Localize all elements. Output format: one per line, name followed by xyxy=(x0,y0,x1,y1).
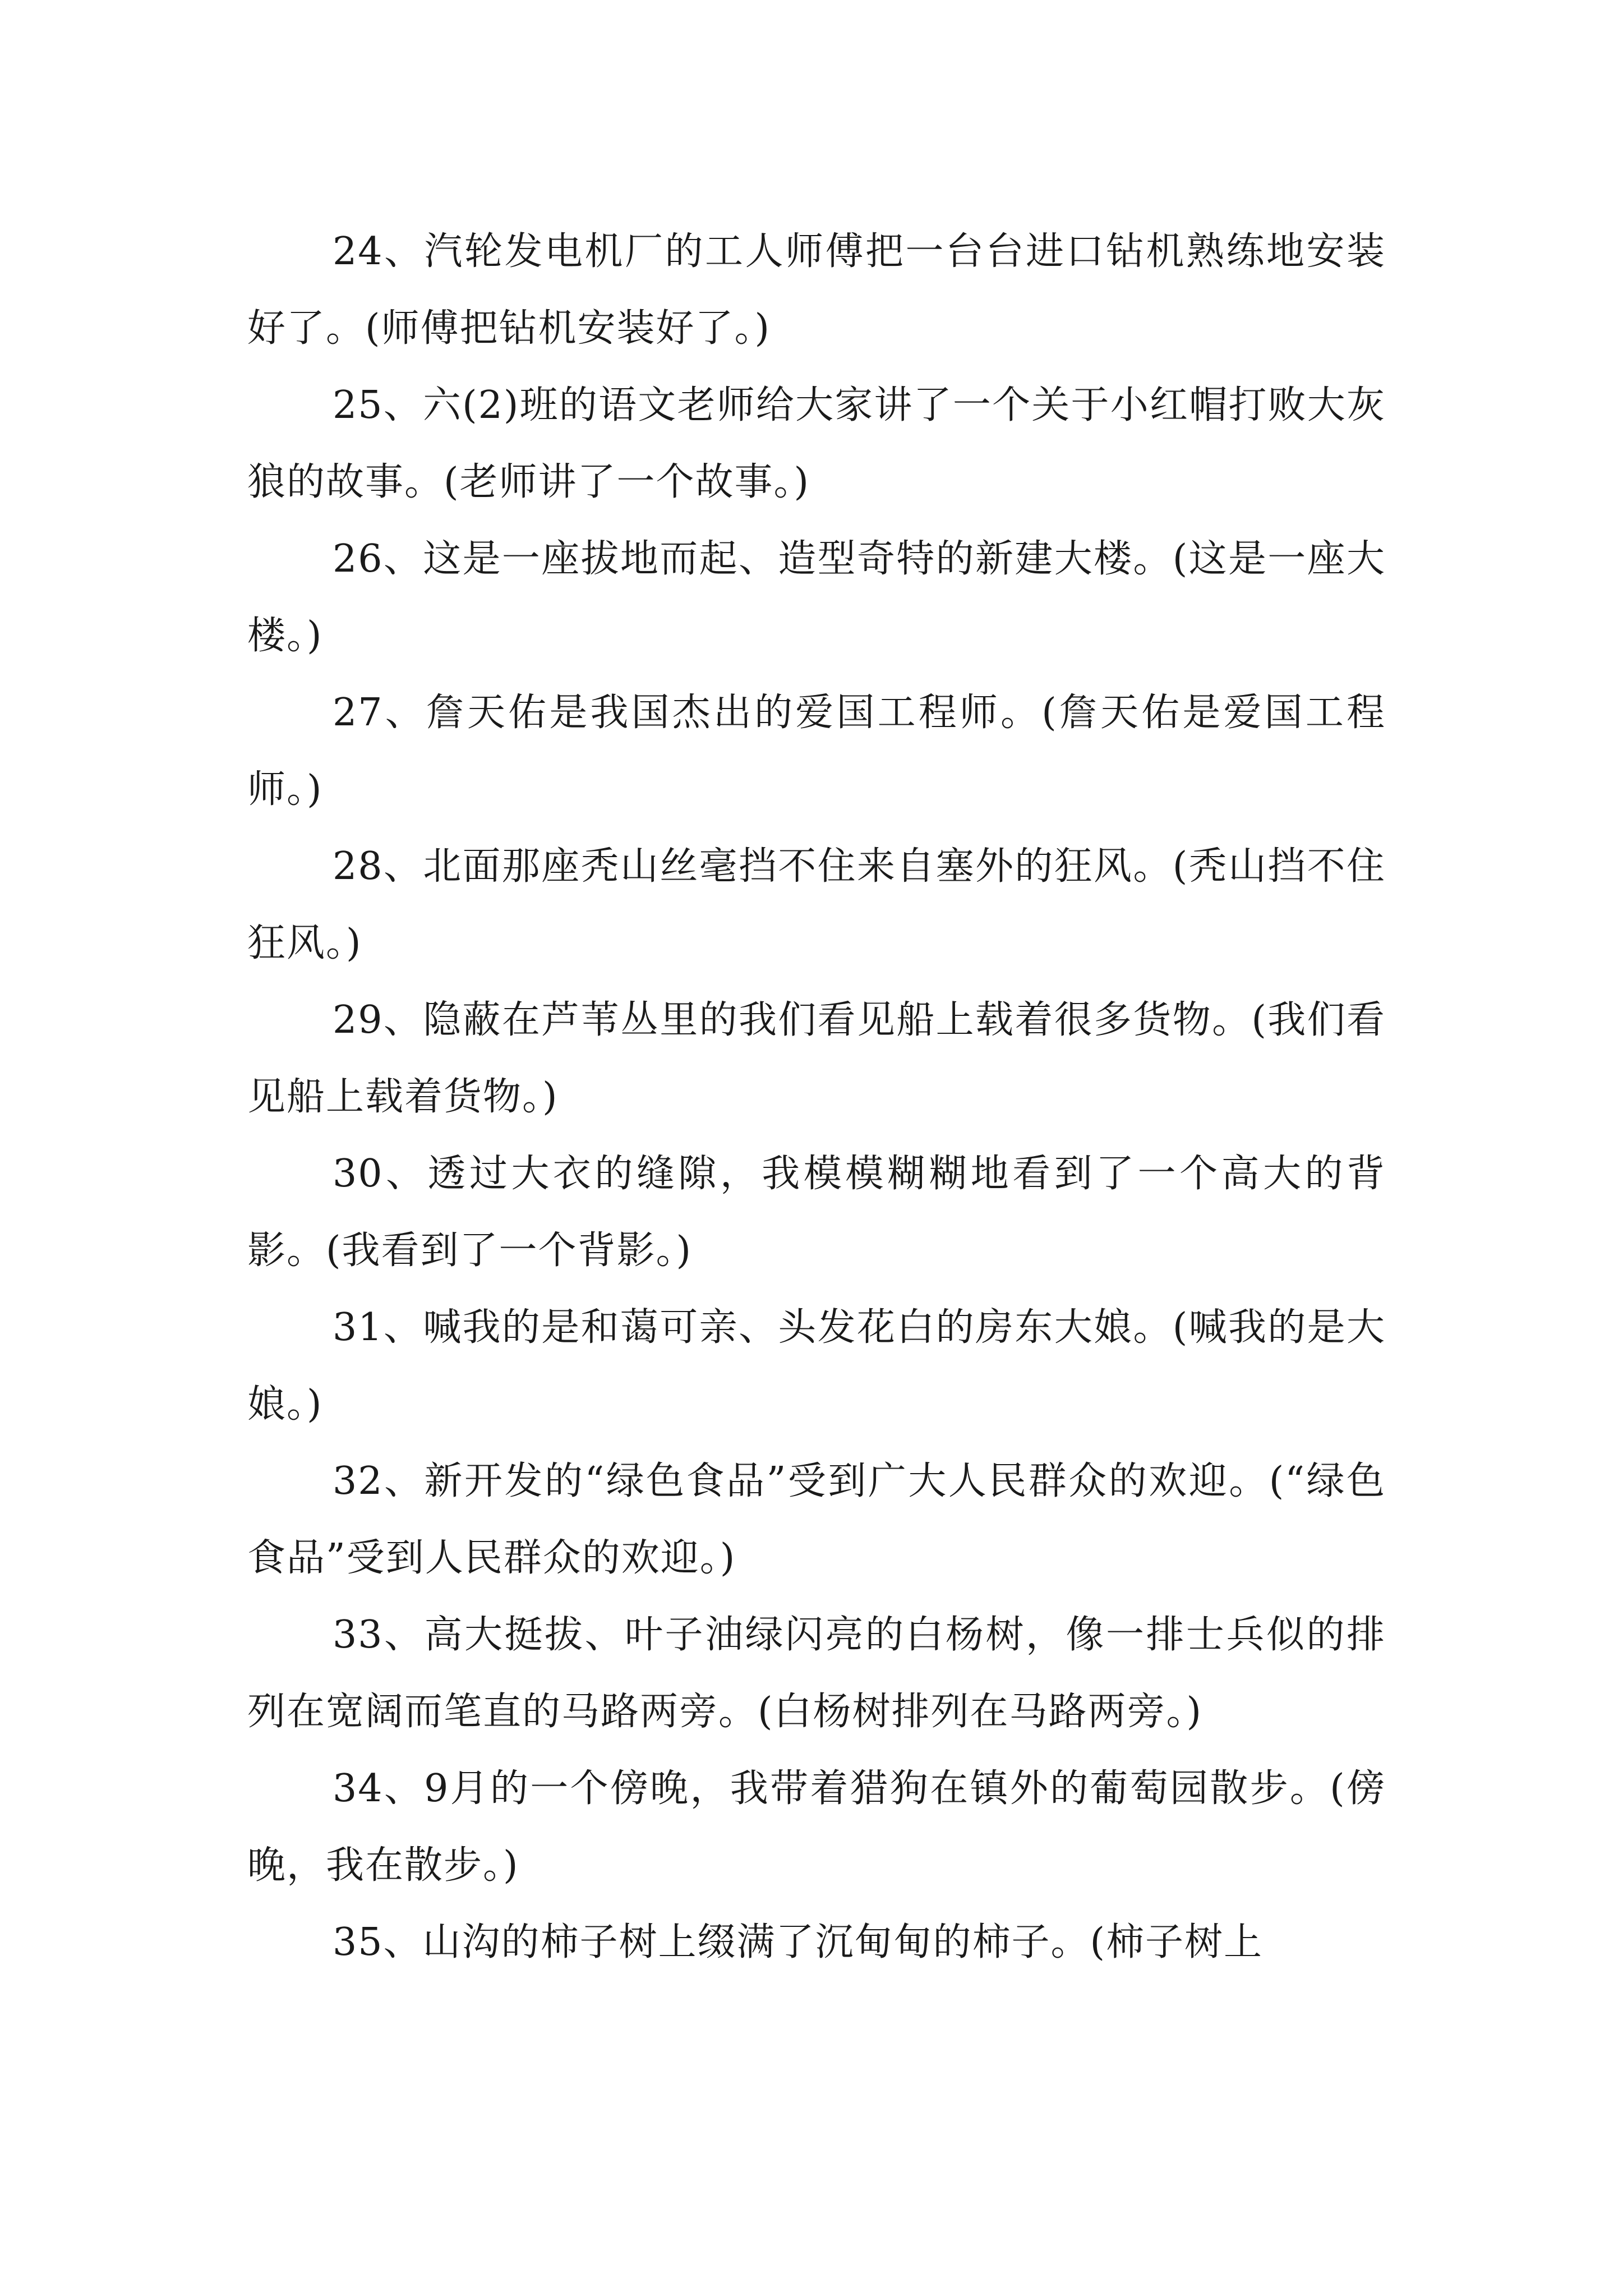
paragraph-27: 27、詹天佑是我国杰出的爱国工程师。(詹天佑是爱国工程师。) xyxy=(247,691,1386,812)
paragraph-31: 31、喊我的是和蔼可亲、头发花白的房东大娘。(喊我的是大娘。) xyxy=(247,1305,1386,1427)
paragraph-30: 30、透过大衣的缝隙，我模模糊糊地看到了一个高大的背影。(我看到了一个背影。) xyxy=(247,1152,1386,1273)
paragraph-24: 24、汽轮发电机厂的工人师傅把一台台进口钻机熟练地安装好了。(师傅把钻机安装好了。) xyxy=(247,229,1386,351)
paragraph-34: 34、9月的一个傍晚，我带着猎狗在镇外的葡萄园散步。(傍晚，我在散步。) xyxy=(247,1766,1386,1888)
paragraph-35: 35、山沟的柿子树上缀满了沉甸甸的柿子。(柿子树上 xyxy=(333,1920,1264,1964)
paragraph-28: 28、北面那座秃山丝毫挡不住来自塞外的狂风。(秃山挡不住狂风。) xyxy=(247,844,1386,965)
paragraph-25: 25、六(2)班的语文老师给大家讲了一个关于小红帽打败大灰狼的故事。(老师讲了一个故事。) xyxy=(247,383,1386,504)
paragraph-33: 33、高大挺拔、叶子油绿闪亮的白杨树，像一排士兵似的排列在宽阔而笔直的马路两旁。(白杨树排列在马路两旁。) xyxy=(247,1613,1386,1734)
document-body xyxy=(247,213,1386,1981)
paragraph-29: 29、隐蔽在芦苇丛里的我们看见船上载着很多货物。(我们看见船上载着货物。) xyxy=(247,998,1386,1119)
paragraph-32: 32、新开发的“绿色食品”受到广大人民群众的欢迎。(“绿色食品”受到人民群众的欢迎。) xyxy=(247,1459,1386,1580)
paragraph-26: 26、这是一座拔地而起、造型奇特的新建大楼。(这是一座大楼。) xyxy=(247,537,1386,658)
